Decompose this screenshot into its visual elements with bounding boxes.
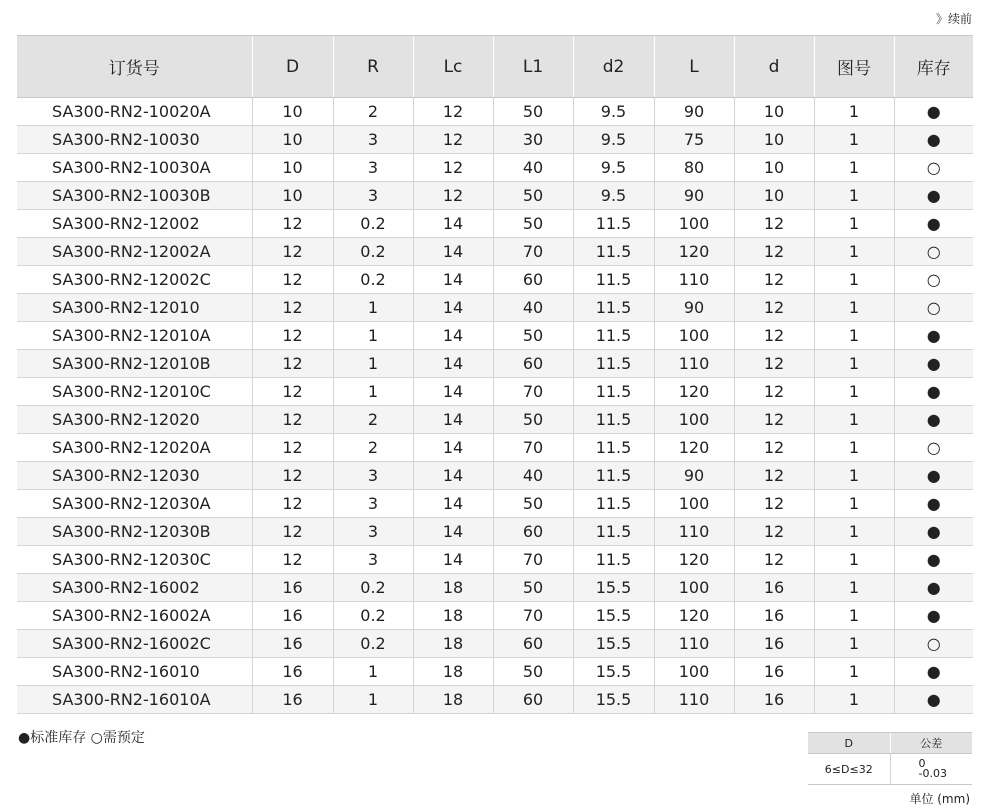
table-cell: 12 bbox=[734, 378, 814, 406]
table-row bbox=[17, 406, 973, 434]
table-cell: 1 bbox=[814, 294, 894, 322]
table-cell: 1 bbox=[333, 686, 413, 714]
column-header: D bbox=[252, 36, 333, 98]
table-cell: 14 bbox=[413, 210, 493, 238]
table-cell: 1 bbox=[814, 378, 894, 406]
table-cell: 16 bbox=[734, 574, 814, 602]
table-cell: 0.2 bbox=[333, 602, 413, 630]
table-cell: 12 bbox=[252, 294, 333, 322]
table-cell: 15.5 bbox=[573, 574, 654, 602]
table-cell: 18 bbox=[413, 602, 493, 630]
order-number-cell: SA300-RN2-12030B bbox=[17, 518, 252, 546]
stock-cell: ● bbox=[894, 378, 973, 406]
table-cell: 12 bbox=[734, 462, 814, 490]
stock-cell: ● bbox=[894, 490, 973, 518]
table-cell: 16 bbox=[734, 602, 814, 630]
table-cell: 70 bbox=[493, 602, 573, 630]
table-cell: 14 bbox=[413, 546, 493, 574]
stock-cell: ○ bbox=[894, 630, 973, 658]
table-cell: 110 bbox=[654, 686, 734, 714]
table-cell: 0.2 bbox=[333, 238, 413, 266]
table-cell: 12 bbox=[734, 266, 814, 294]
table-cell: 18 bbox=[413, 574, 493, 602]
table-cell: 3 bbox=[333, 490, 413, 518]
table-cell: 1 bbox=[814, 658, 894, 686]
table-cell: 110 bbox=[654, 630, 734, 658]
order-number-cell: SA300-RN2-10030A bbox=[17, 154, 252, 182]
table-cell: 12 bbox=[734, 490, 814, 518]
table-cell: 16 bbox=[734, 630, 814, 658]
table-cell: 1 bbox=[814, 238, 894, 266]
tolerance-header-row bbox=[808, 733, 972, 754]
table-row bbox=[17, 490, 973, 518]
table-cell: 11.5 bbox=[573, 518, 654, 546]
order-number-cell: SA300-RN2-12010 bbox=[17, 294, 252, 322]
table-cell: 11.5 bbox=[573, 406, 654, 434]
table-cell: 9.5 bbox=[573, 182, 654, 210]
stock-cell: ● bbox=[894, 406, 973, 434]
table-row bbox=[17, 686, 973, 714]
table-cell: 100 bbox=[654, 406, 734, 434]
table-cell: 12 bbox=[413, 98, 493, 126]
table-cell: 90 bbox=[654, 294, 734, 322]
table-row bbox=[17, 126, 973, 154]
table-cell: 12 bbox=[252, 322, 333, 350]
table-cell: 15.5 bbox=[573, 630, 654, 658]
table-cell: 11.5 bbox=[573, 546, 654, 574]
table-cell: 40 bbox=[493, 294, 573, 322]
stock-cell: ○ bbox=[894, 266, 973, 294]
order-number-cell: SA300-RN2-16002 bbox=[17, 574, 252, 602]
table-cell: 11.5 bbox=[573, 210, 654, 238]
table-cell: 120 bbox=[654, 378, 734, 406]
table-cell: 1 bbox=[814, 406, 894, 434]
table-cell: 12 bbox=[413, 154, 493, 182]
table-cell: 10 bbox=[252, 98, 333, 126]
table-cell: 1 bbox=[814, 322, 894, 350]
column-header: R bbox=[333, 36, 413, 98]
table-cell: 9.5 bbox=[573, 126, 654, 154]
table-cell: 18 bbox=[413, 686, 493, 714]
table-cell: 50 bbox=[493, 98, 573, 126]
stock-cell: ● bbox=[894, 462, 973, 490]
table-row bbox=[17, 182, 973, 210]
stock-cell: ● bbox=[894, 658, 973, 686]
table-cell: 50 bbox=[493, 322, 573, 350]
table-cell: 15.5 bbox=[573, 658, 654, 686]
table-cell: 80 bbox=[654, 154, 734, 182]
table-cell: 10 bbox=[252, 126, 333, 154]
table-cell: 11.5 bbox=[573, 462, 654, 490]
table-cell: 120 bbox=[654, 238, 734, 266]
order-number-cell: SA300-RN2-10030 bbox=[17, 126, 252, 154]
table-cell: 12 bbox=[734, 238, 814, 266]
table-cell: 1 bbox=[814, 182, 894, 210]
column-header: Lc bbox=[413, 36, 493, 98]
table-row bbox=[17, 210, 973, 238]
table-cell: 16 bbox=[734, 686, 814, 714]
table-row bbox=[17, 462, 973, 490]
table-cell: 90 bbox=[654, 98, 734, 126]
table-cell: 12 bbox=[252, 266, 333, 294]
table-cell: 120 bbox=[654, 546, 734, 574]
table-cell: 2 bbox=[333, 98, 413, 126]
table-row bbox=[17, 518, 973, 546]
tolerance-row bbox=[808, 754, 972, 785]
order-number-cell: SA300-RN2-12010A bbox=[17, 322, 252, 350]
table-cell: 16 bbox=[252, 658, 333, 686]
tolerance-table bbox=[808, 732, 972, 785]
table-cell: 100 bbox=[654, 490, 734, 518]
order-number-cell: SA300-RN2-10030B bbox=[17, 182, 252, 210]
table-cell: 1 bbox=[333, 322, 413, 350]
table-cell: 9.5 bbox=[573, 154, 654, 182]
table-cell: 1 bbox=[814, 154, 894, 182]
table-cell: 50 bbox=[493, 658, 573, 686]
table-cell: 0.2 bbox=[333, 574, 413, 602]
table-cell: 12 bbox=[734, 210, 814, 238]
table-cell: 12 bbox=[413, 126, 493, 154]
table-cell: 75 bbox=[654, 126, 734, 154]
stock-cell: ● bbox=[894, 126, 973, 154]
order-number-cell: SA300-RN2-12030 bbox=[17, 462, 252, 490]
table-cell: 1 bbox=[333, 350, 413, 378]
table-cell: 12 bbox=[734, 546, 814, 574]
table-cell: 100 bbox=[654, 574, 734, 602]
table-cell: 50 bbox=[493, 182, 573, 210]
table-cell: 11.5 bbox=[573, 350, 654, 378]
table-cell: 1 bbox=[814, 602, 894, 630]
column-header: 图号 bbox=[814, 36, 894, 98]
table-cell: 11.5 bbox=[573, 294, 654, 322]
table-cell: 1 bbox=[814, 266, 894, 294]
table-cell: 50 bbox=[493, 574, 573, 602]
order-number-cell: SA300-RN2-12030C bbox=[17, 546, 252, 574]
table-row bbox=[17, 266, 973, 294]
stock-cell: ● bbox=[894, 98, 973, 126]
table-cell: 10 bbox=[734, 182, 814, 210]
stock-cell: ● bbox=[894, 686, 973, 714]
table-row bbox=[17, 98, 973, 126]
table-cell: 1 bbox=[814, 462, 894, 490]
table-cell: 16 bbox=[252, 686, 333, 714]
table-cell: 16 bbox=[252, 630, 333, 658]
table-cell: 50 bbox=[493, 490, 573, 518]
table-header-row bbox=[17, 36, 973, 98]
table-cell: 16 bbox=[252, 602, 333, 630]
table-cell: 18 bbox=[413, 630, 493, 658]
continued-label: 》续前 bbox=[935, 12, 972, 26]
table-cell: 1 bbox=[333, 658, 413, 686]
tolerance-range: 6≤D≤32 bbox=[808, 754, 890, 785]
table-cell: 0.2 bbox=[333, 266, 413, 294]
tolerance-header-tol: 公差 bbox=[890, 733, 972, 754]
table-row bbox=[17, 546, 973, 574]
order-number-cell: SA300-RN2-12010B bbox=[17, 350, 252, 378]
table-cell: 10 bbox=[734, 154, 814, 182]
table-cell: 12 bbox=[252, 462, 333, 490]
table-cell: 12 bbox=[252, 518, 333, 546]
table-cell: 100 bbox=[654, 210, 734, 238]
table-row bbox=[17, 602, 973, 630]
table-cell: 16 bbox=[734, 658, 814, 686]
table-row bbox=[17, 294, 973, 322]
table-row bbox=[17, 574, 973, 602]
table-cell: 11.5 bbox=[573, 266, 654, 294]
table-cell: 14 bbox=[413, 406, 493, 434]
tolerance-value bbox=[890, 754, 972, 785]
table-cell: 90 bbox=[654, 182, 734, 210]
table-cell: 1 bbox=[814, 210, 894, 238]
table-cell: 9.5 bbox=[573, 98, 654, 126]
stock-cell: ● bbox=[894, 322, 973, 350]
table-body bbox=[17, 98, 973, 714]
table-cell: 12 bbox=[734, 406, 814, 434]
table-row bbox=[17, 154, 973, 182]
table-cell: 12 bbox=[413, 182, 493, 210]
order-number-cell: SA300-RN2-12020 bbox=[17, 406, 252, 434]
table-row bbox=[17, 322, 973, 350]
table-cell: 70 bbox=[493, 378, 573, 406]
stock-legend: ●标准库存 ○需预定 bbox=[18, 730, 145, 746]
table-cell: 50 bbox=[493, 406, 573, 434]
table-row bbox=[17, 658, 973, 686]
table-cell: 3 bbox=[333, 462, 413, 490]
column-header: 订货号 bbox=[17, 36, 252, 98]
table-cell: 60 bbox=[493, 266, 573, 294]
table-cell: 10 bbox=[734, 98, 814, 126]
table-cell: 110 bbox=[654, 350, 734, 378]
table-cell: 18 bbox=[413, 658, 493, 686]
order-number-cell: SA300-RN2-16010 bbox=[17, 658, 252, 686]
table-cell: 12 bbox=[252, 406, 333, 434]
table-cell: 12 bbox=[252, 238, 333, 266]
stock-cell: ○ bbox=[894, 434, 973, 462]
product-table bbox=[17, 35, 973, 714]
table-cell: 60 bbox=[493, 350, 573, 378]
table-cell: 12 bbox=[734, 294, 814, 322]
table-cell: 14 bbox=[413, 294, 493, 322]
table-cell: 70 bbox=[493, 546, 573, 574]
table-cell: 14 bbox=[413, 378, 493, 406]
table-cell: 14 bbox=[413, 266, 493, 294]
column-header: L bbox=[654, 36, 734, 98]
table-cell: 14 bbox=[413, 490, 493, 518]
table-cell: 1 bbox=[814, 434, 894, 462]
table-cell: 12 bbox=[734, 350, 814, 378]
table-cell: 12 bbox=[252, 490, 333, 518]
table-cell: 1 bbox=[814, 630, 894, 658]
table-cell: 11.5 bbox=[573, 434, 654, 462]
table-cell: 14 bbox=[413, 322, 493, 350]
table-cell: 0.2 bbox=[333, 630, 413, 658]
order-number-cell: SA300-RN2-16010A bbox=[17, 686, 252, 714]
table-cell: 1 bbox=[814, 350, 894, 378]
table-cell: 100 bbox=[654, 322, 734, 350]
order-number-cell: SA300-RN2-10020A bbox=[17, 98, 252, 126]
table-cell: 3 bbox=[333, 154, 413, 182]
order-number-cell: SA300-RN2-16002C bbox=[17, 630, 252, 658]
table-row bbox=[17, 630, 973, 658]
stock-cell: ● bbox=[894, 518, 973, 546]
stock-cell: ● bbox=[894, 574, 973, 602]
table-cell: 30 bbox=[493, 126, 573, 154]
table-cell: 110 bbox=[654, 518, 734, 546]
table-cell: 3 bbox=[333, 182, 413, 210]
tolerance-upper: 0 bbox=[918, 757, 926, 770]
table-cell: 14 bbox=[413, 462, 493, 490]
table-cell: 40 bbox=[493, 462, 573, 490]
table-cell: 15.5 bbox=[573, 686, 654, 714]
table-cell: 1 bbox=[333, 294, 413, 322]
table-cell: 3 bbox=[333, 518, 413, 546]
tolerance-lower: -0.03 bbox=[918, 767, 947, 780]
table-cell: 11.5 bbox=[573, 378, 654, 406]
table-cell: 10 bbox=[252, 182, 333, 210]
table-cell: 1 bbox=[814, 126, 894, 154]
tolerance-header-d: D bbox=[808, 733, 890, 754]
table-cell: 40 bbox=[493, 154, 573, 182]
table-cell: 14 bbox=[413, 350, 493, 378]
table-cell: 1 bbox=[814, 546, 894, 574]
table-cell: 0.2 bbox=[333, 210, 413, 238]
stock-cell: ○ bbox=[894, 154, 973, 182]
order-number-cell: SA300-RN2-12010C bbox=[17, 378, 252, 406]
table-cell: 10 bbox=[252, 154, 333, 182]
table-cell: 14 bbox=[413, 518, 493, 546]
stock-cell: ● bbox=[894, 546, 973, 574]
stock-cell: ○ bbox=[894, 238, 973, 266]
table-cell: 1 bbox=[814, 98, 894, 126]
table-cell: 70 bbox=[493, 434, 573, 462]
stock-cell: ● bbox=[894, 350, 973, 378]
table-cell: 60 bbox=[493, 630, 573, 658]
unit-label: 单位 (mm) bbox=[909, 792, 970, 806]
table-cell: 1 bbox=[814, 574, 894, 602]
order-number-cell: SA300-RN2-12002A bbox=[17, 238, 252, 266]
order-number-cell: SA300-RN2-12002 bbox=[17, 210, 252, 238]
column-header: d bbox=[734, 36, 814, 98]
table-cell: 12 bbox=[252, 210, 333, 238]
order-number-cell: SA300-RN2-12002C bbox=[17, 266, 252, 294]
table-cell: 1 bbox=[814, 686, 894, 714]
table-cell: 2 bbox=[333, 406, 413, 434]
table-row bbox=[17, 238, 973, 266]
table-cell: 70 bbox=[493, 238, 573, 266]
table-cell: 60 bbox=[493, 518, 573, 546]
table-cell: 11.5 bbox=[573, 322, 654, 350]
table-cell: 110 bbox=[654, 266, 734, 294]
table-cell: 1 bbox=[814, 518, 894, 546]
stock-cell: ○ bbox=[894, 294, 973, 322]
stock-cell: ● bbox=[894, 602, 973, 630]
column-header: d2 bbox=[573, 36, 654, 98]
table-row bbox=[17, 350, 973, 378]
table-cell: 12 bbox=[252, 546, 333, 574]
table-cell: 14 bbox=[413, 238, 493, 266]
table-cell: 14 bbox=[413, 434, 493, 462]
table-cell: 12 bbox=[252, 434, 333, 462]
table-cell: 15.5 bbox=[573, 602, 654, 630]
table-cell: 120 bbox=[654, 434, 734, 462]
table-cell: 12 bbox=[734, 518, 814, 546]
table-cell: 3 bbox=[333, 546, 413, 574]
table-cell: 11.5 bbox=[573, 490, 654, 518]
table-cell: 1 bbox=[814, 490, 894, 518]
table-cell: 12 bbox=[734, 434, 814, 462]
table-cell: 1 bbox=[333, 378, 413, 406]
table-cell: 60 bbox=[493, 686, 573, 714]
table-cell: 10 bbox=[734, 126, 814, 154]
table-cell: 12 bbox=[734, 322, 814, 350]
table-row bbox=[17, 434, 973, 462]
table-cell: 90 bbox=[654, 462, 734, 490]
table-cell: 16 bbox=[252, 574, 333, 602]
table-cell: 12 bbox=[252, 378, 333, 406]
table-cell: 12 bbox=[252, 350, 333, 378]
table-cell: 3 bbox=[333, 126, 413, 154]
table-row bbox=[17, 378, 973, 406]
table-cell: 100 bbox=[654, 658, 734, 686]
table-cell: 50 bbox=[493, 210, 573, 238]
stock-cell: ● bbox=[894, 182, 973, 210]
table-cell: 2 bbox=[333, 434, 413, 462]
order-number-cell: SA300-RN2-12020A bbox=[17, 434, 252, 462]
stock-cell: ● bbox=[894, 210, 973, 238]
table-cell: 120 bbox=[654, 602, 734, 630]
table-cell: 11.5 bbox=[573, 238, 654, 266]
order-number-cell: SA300-RN2-12030A bbox=[17, 490, 252, 518]
column-header: L1 bbox=[493, 36, 573, 98]
column-header: 库存 bbox=[894, 36, 973, 98]
order-number-cell: SA300-RN2-16002A bbox=[17, 602, 252, 630]
